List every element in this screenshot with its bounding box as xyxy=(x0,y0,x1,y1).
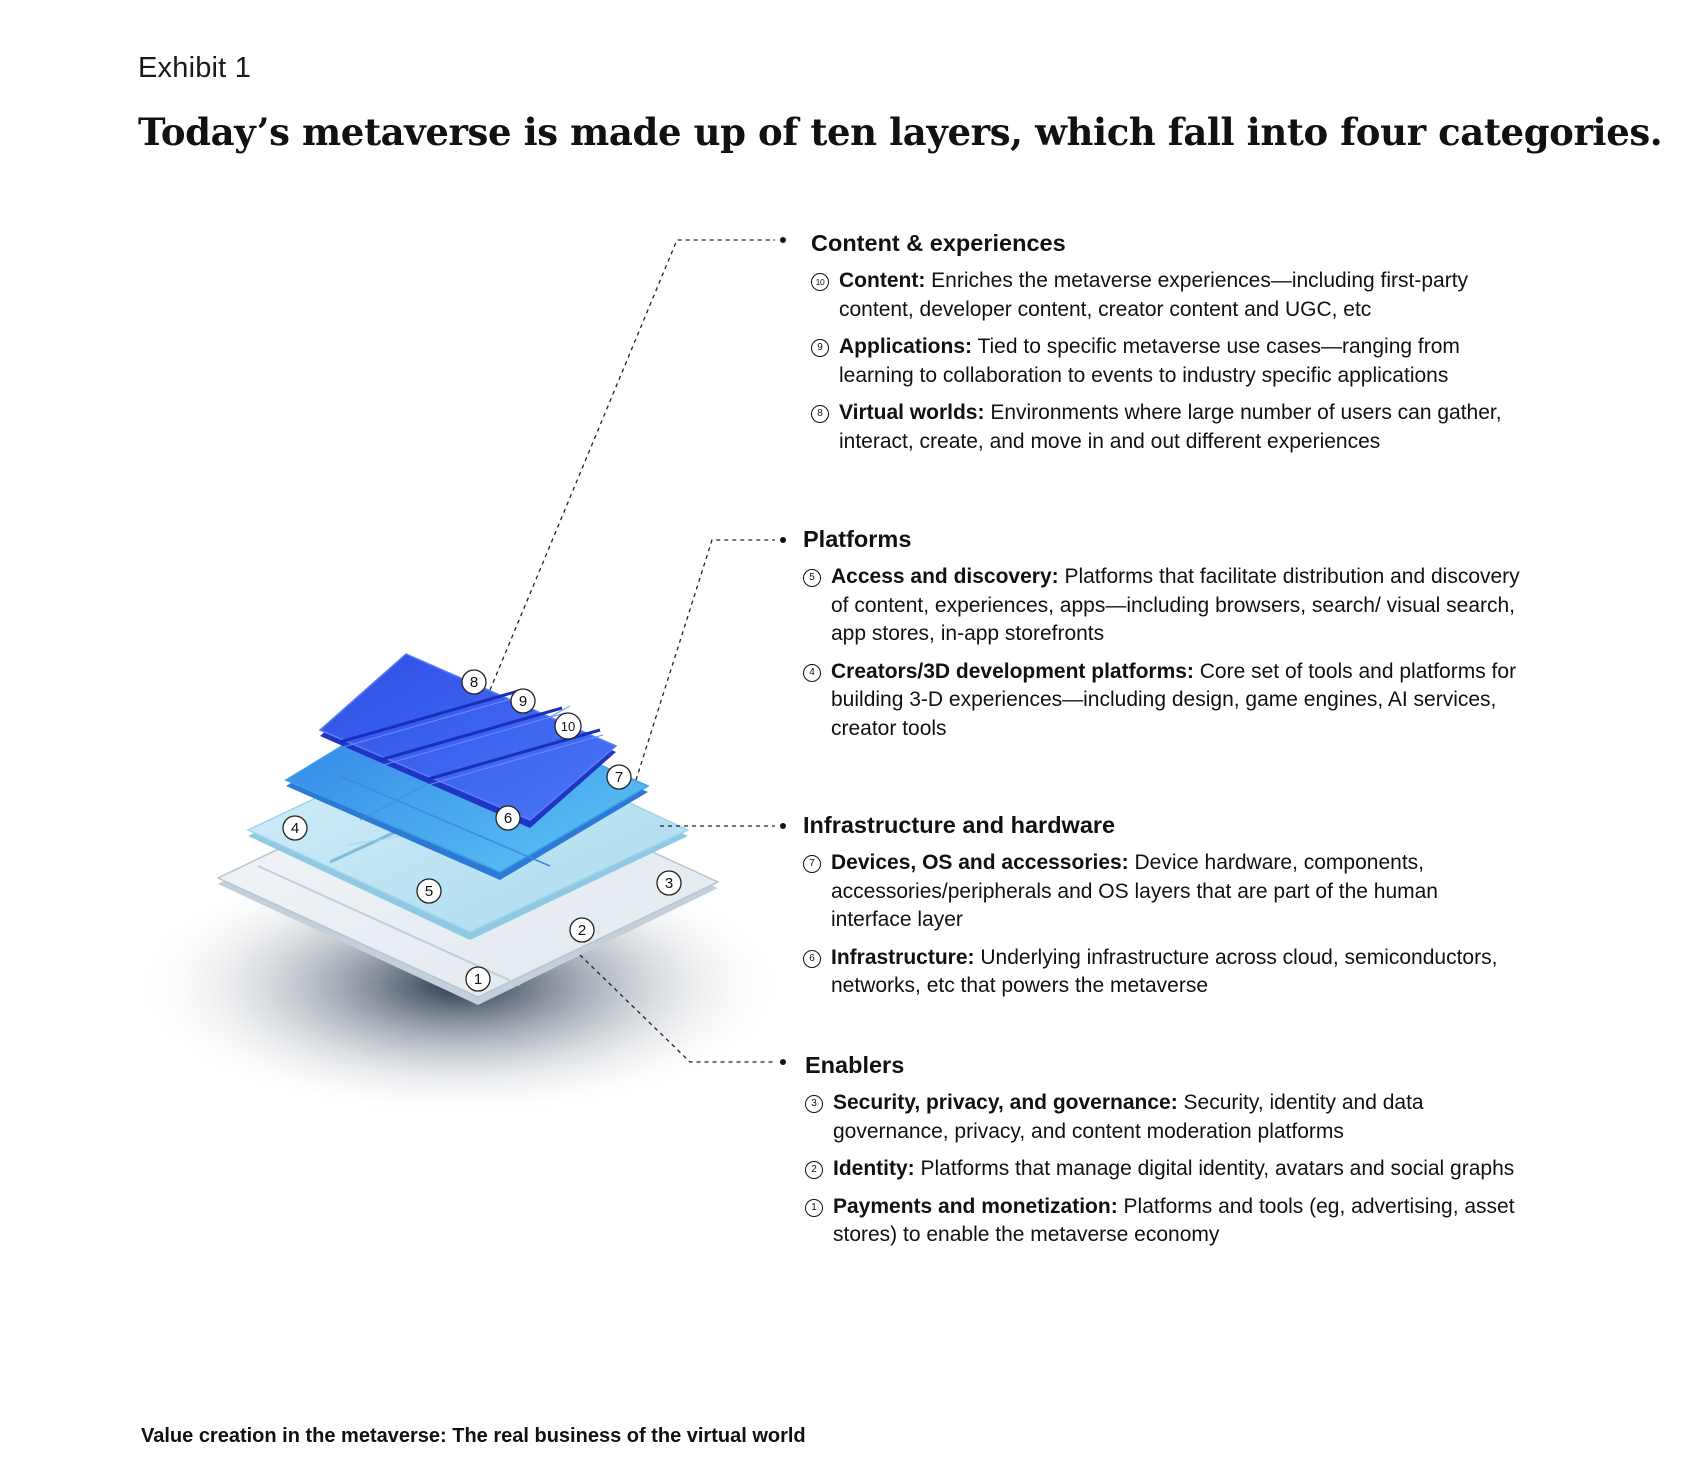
svg-text:4: 4 xyxy=(290,820,300,837)
bullet-content xyxy=(780,237,786,243)
page-title: Today’s metaverse is made up of ten layers, which fall into four categories. xyxy=(138,110,1663,154)
layer-item-5 xyxy=(803,563,1523,649)
layer-number-badge: 7 xyxy=(803,855,821,873)
svg-text:10: 10 xyxy=(560,719,576,734)
layer-title: Access and discovery: xyxy=(831,565,1059,588)
stack-marker-1 xyxy=(466,967,490,991)
layer-description: Device hardware, components, accessories/peripherals and OS layers that are part of the human interface layer xyxy=(831,851,1438,931)
category-content-experiences xyxy=(811,228,1531,456)
stack-marker-8 xyxy=(462,670,486,694)
stack-marker-3 xyxy=(657,871,681,895)
bullet-infrastructure xyxy=(780,823,786,829)
layer-number-badge: 3 xyxy=(805,1095,823,1113)
layer-number-badge: 6 xyxy=(803,950,821,968)
layer-title: Content: xyxy=(839,269,926,292)
layer-number-badge: 2 xyxy=(805,1161,823,1179)
category-infrastructure-hardware xyxy=(803,810,1523,1001)
layer-description: Underlying infrastructure across cloud, semiconductors, networks, etc that powers the metaverse xyxy=(831,945,1498,997)
layer-item-2 xyxy=(805,1155,1525,1184)
svg-text:2: 2 xyxy=(577,922,587,939)
connector-content xyxy=(490,240,775,690)
source-caption: Value creation in the metaverse: The real business of the virtual world xyxy=(141,1425,806,1447)
layer-description: Environments where large number of users can gather, interact, create, and move in and out different experiences xyxy=(839,401,1502,453)
exhibit-label: Exhibit 1 xyxy=(138,52,252,84)
svg-text:6: 6 xyxy=(503,810,513,827)
layer-description: Enriches the metaverse experiences—including first-party content, developer content, creator content and UGC, etc xyxy=(839,269,1469,321)
layer-number-badge: 8 xyxy=(811,405,829,423)
layer-title: Devices, OS and accessories: xyxy=(831,851,1129,874)
connector-platforms xyxy=(636,540,775,780)
category-enablers xyxy=(805,1050,1525,1250)
layer-item-1 xyxy=(805,1193,1525,1250)
layer-number-badge: 1 xyxy=(805,1199,823,1217)
layer-title: Virtual worlds: xyxy=(839,401,985,424)
layer-description: Core set of tools and platforms for building 3-D experiences—including design, game engines, AI services, creator tools xyxy=(831,659,1517,740)
layer-item-4 xyxy=(803,658,1523,744)
layer-title: Creators/3D development platforms: xyxy=(831,659,1194,683)
layer-description: Security, identity and data governance, privacy, and content moderation platforms xyxy=(833,1091,1424,1143)
svg-text:5: 5 xyxy=(424,883,434,900)
layer-title: Infrastructure: xyxy=(831,945,975,969)
layer-description: Platforms and tools (eg, advertising, asset stores) to enable the metaverse economy xyxy=(833,1194,1515,1246)
bullet-enablers xyxy=(780,1059,786,1065)
stack-marker-6 xyxy=(496,806,520,830)
layer-item-9 xyxy=(811,333,1531,390)
layer-number-badge: 10 xyxy=(811,273,829,291)
layer-title: Applications: xyxy=(839,335,973,358)
layer-description: Platforms that manage digital identity, avatars and social graphs xyxy=(914,1157,1515,1180)
stack-marker-7 xyxy=(607,765,631,789)
svg-text:7: 7 xyxy=(614,769,624,786)
layer-number-badge: 4 xyxy=(803,664,821,682)
category-title: Infrastructure and hardware xyxy=(803,812,1116,838)
svg-text:1: 1 xyxy=(473,971,483,988)
category-title: Content & experiences xyxy=(811,230,1066,256)
stack-marker-10 xyxy=(555,713,581,739)
svg-text:8: 8 xyxy=(469,674,479,691)
layer-item-3 xyxy=(805,1089,1525,1146)
layer-number-badge: 9 xyxy=(811,339,829,357)
stack-marker-2 xyxy=(570,918,594,942)
layer-title: Security, privacy, and governance: xyxy=(833,1091,1178,1114)
layer-description: Tied to specific metaverse use cases—ranging from learning to collaboration to events to industry specific applications xyxy=(839,335,1460,387)
layer-description: Platforms that facilitate distribution and discovery of content, experiences, apps—including browsers, search/ visual search, app stores, in-app storefronts xyxy=(831,565,1520,645)
svg-text:3: 3 xyxy=(664,875,674,892)
stack-marker-4 xyxy=(283,816,307,840)
category-title: Enablers xyxy=(805,1052,905,1078)
svg-text:9: 9 xyxy=(518,693,528,710)
bullet-platforms xyxy=(780,537,786,543)
category-title: Platforms xyxy=(803,526,912,552)
layer-number-badge: 5 xyxy=(803,569,821,587)
stack-marker-5 xyxy=(417,879,441,903)
category-platforms xyxy=(803,524,1523,743)
layer-item-7 xyxy=(803,849,1523,935)
stack-marker-9 xyxy=(511,689,535,713)
layer-title: Identity: xyxy=(833,1157,915,1180)
layer-title: Payments and monetization: xyxy=(833,1194,1118,1218)
layer-item-6 xyxy=(803,944,1523,1001)
layer-item-8 xyxy=(811,399,1531,456)
layer-item-10 xyxy=(811,267,1531,324)
